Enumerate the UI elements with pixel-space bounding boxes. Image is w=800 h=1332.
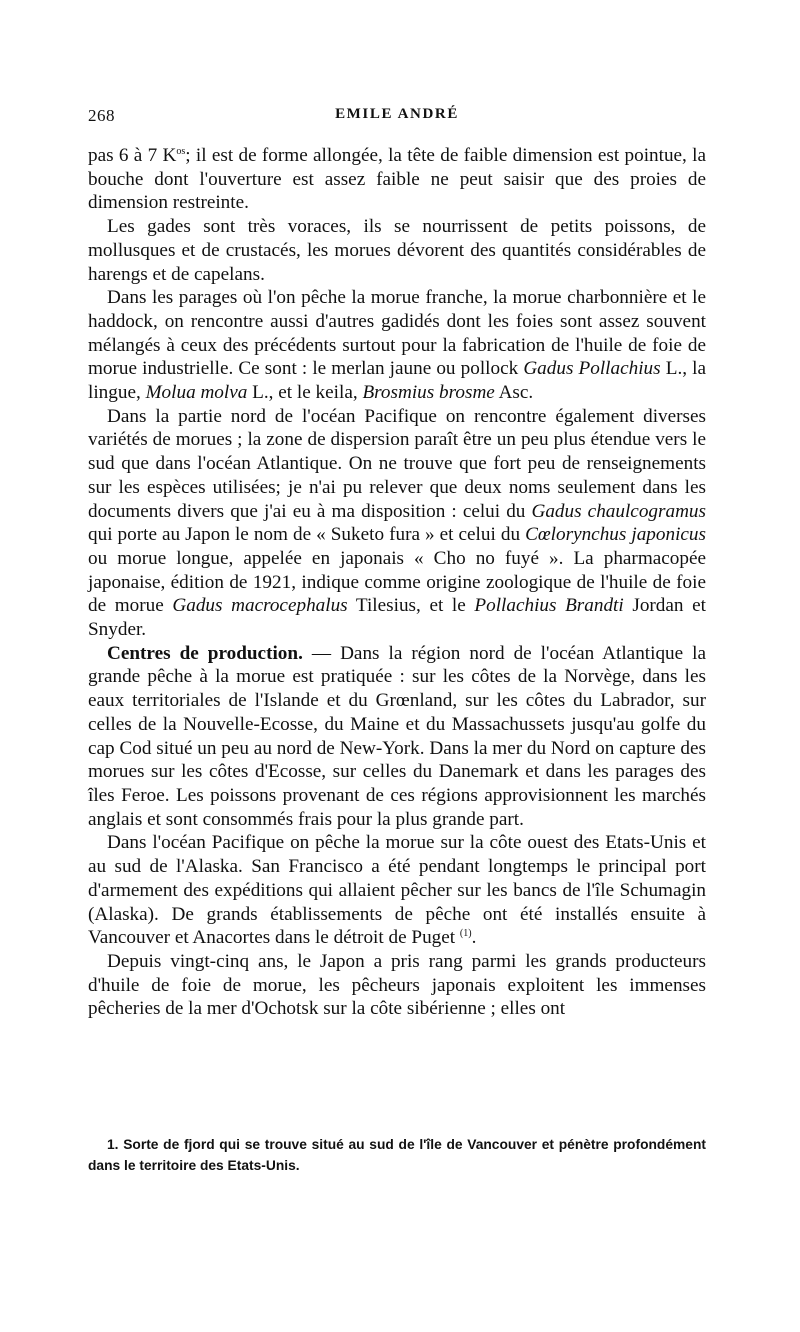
text-run: Les gades sont très voraces, ils se nourrissent de petits poissons, de mollusques et de crustacés, les morues dévorent des quantités considérables de harengs et de capelans. [88,216,706,285]
paragraph [88,831,706,950]
paragraph [88,215,706,286]
text-run: — Dans la région nord de l'océan Atlantique la grande pêche à la morue est pratiquée : sur les côtes de la Norvège, dans les eaux territoriales de l'Islande et du Grœnland, sur les côtes du Labrador, sur celles de la Nouvelle-Ecosse, du Maine et du Massachussets jusqu'au golfe du cap Cod situé un peu au nord de New-York. Dans la mer du Nord on capture des morues sur les côtes d'Ecosse, sur celles du Danemark et dans les parages des îles Feroe. Les poissons provenant de ces régions approvisionnent les marchés anglais et sont consommés frais pour la plus grande part. [88,642,706,830]
paragraph [88,144,706,215]
superscript: (1) [459,928,472,940]
text-run: L., la lingue, [88,358,706,404]
text-run: ou morue longue, appelée en japonais « Cho no fuyé ». La pharmacopée japonaise, édition de 1921, indique comme origine zoologique de l'huile de foie de morue [88,547,706,617]
text-run: . [471,927,477,949]
superscript: os [176,146,186,157]
species-name: Gadus macrocephalus [172,595,348,617]
paragraph [88,950,706,1021]
paragraph [88,286,706,405]
text-run: Depuis vingt-cinq ans, le Japon a pris rang parmi les grands producteurs d'huile de foie de morue, les pêcheurs japonais exploitent les immenses pêcheries de la mer d'Ochotsk sur la côte sibérienne ; elles ont [88,950,706,1020]
text-run: Dans l'océan Pacifique on pêche la morue sur la côte ouest des Etats-Unis et au sud de l'Alaska. San Francisco a été pendant longtemps le principal port d'armement des expéditions qui allaient pêcher sur les bancs de l'île Schumagin (Alaska). De grands établissements de pêche ont été installés ensuite à Vancouver et Anacortes dans le détroit de Puget [88,832,706,949]
page-number: 268 [88,106,115,125]
species-name: Molua molva [145,382,248,404]
text-run: pas 6 à 7 K [88,145,177,166]
text-run: Jordan et Snyder. [88,595,706,641]
running-title: EMILE ANDRÉ [335,106,459,122]
paragraph-centres-de-production [88,642,706,832]
text-run: qui porte au Japon le nom de « Suketo fura » et celui du [88,524,526,546]
paragraph [88,405,706,642]
species-name: Pollachius Brandti [474,595,624,617]
species-name: Brosmius brosme [362,382,495,404]
running-head [88,106,706,130]
species-name: Gadus Pollachius [523,358,661,380]
text-run: Asc. [494,382,534,404]
text-run: Dans la partie nord de l'océan Pacifique on rencontre également diverses variétés de morues ; la zone de dispersion paraît être un peu plus étendue vers le sud que dans l'océan Atlantique. On ne trouve que fort peu de renseignements sur les espèces utilisées; je n'ai pu relever que deux noms seulement dans les documents divers que j'ai eu à ma disposition : celui du [88,405,706,522]
body-text [88,144,706,1021]
text-run: Tilesius, et le [347,595,475,617]
footnote: 1. Sorte de fjord qui se trouve situé au sud de l'île de Vancouver et pénètre profondément dans le territoire des Etats-Unis. [88,1137,706,1173]
section-heading: Centres de production. [107,642,303,664]
species-name: Gadus chaulcogramus [531,500,706,522]
text-run: ; il est de forme allongée, la tête de faible dimension est pointue, la bouche dont l'ouverture est assez faible ne peut saisir que des proies de dimension restreinte. [88,145,707,214]
species-name: Cœlorynchus japonicus [525,524,706,546]
text-run: L., et le keila, [247,382,363,404]
text-run: Dans les parages où l'on pêche la morue franche, la morue charbonnière et le haddock, on rencontre aussi d'autres gadidés dont les foies sont assez souvent mélangés à ceux des précédents surtout pour la fabrication de l'huile de foie de morue industrielle. Ce sont : le merlan jaune ou pollock [88,287,706,380]
